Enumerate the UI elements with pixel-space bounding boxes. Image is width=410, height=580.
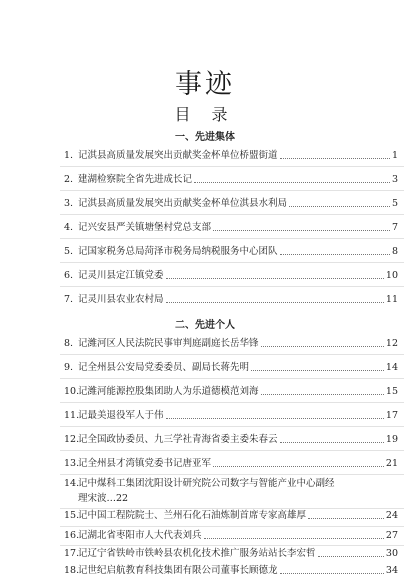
entry-number: 7. xyxy=(64,294,74,305)
entry-page: 21 xyxy=(385,458,398,469)
entry-page: 8 xyxy=(391,246,398,257)
entry-number: 18. xyxy=(64,565,80,576)
entry-page: 10 xyxy=(385,270,398,281)
entry-title: 记全州县公安局党委委员、副局长蒋先明 xyxy=(78,362,250,373)
toc-entry[interactable] xyxy=(64,526,398,542)
entry-title: 记最美退役军人于伟 xyxy=(78,410,164,421)
toc-entry[interactable] xyxy=(64,406,398,422)
toc-entry[interactable] xyxy=(64,506,398,522)
entry-page: 12 xyxy=(385,338,398,349)
dot-leader xyxy=(166,278,384,279)
entry-page: 5 xyxy=(391,198,398,209)
entry-number: 9. xyxy=(64,362,74,373)
entry-page: 24 xyxy=(385,510,398,521)
entry-number: 17. xyxy=(64,548,80,559)
entry-number: 8. xyxy=(64,338,74,349)
entry-page: 19 xyxy=(385,434,398,445)
divider xyxy=(60,214,404,215)
divider xyxy=(60,402,404,403)
toc-heading: 目 录 xyxy=(174,105,236,124)
entry-page: 30 xyxy=(385,548,398,559)
entry-title: 记潍河区人民法院民事审判庭副庭长岳华锋 xyxy=(78,338,259,349)
entry-title: 记全国政协委员、九三学社青海省委主委朱春云 xyxy=(78,434,278,445)
entry-number: 4. xyxy=(64,222,74,233)
entry-title: 记中国工程院院士、兰州石化石油炼制首席专家高雄厚 xyxy=(78,510,307,521)
entry-title: 记淇县高质量发展突出贡献奖金杯单位桥盟街道 xyxy=(78,150,278,161)
dot-leader xyxy=(166,418,384,419)
dot-leader xyxy=(289,206,390,207)
entry-page: 14 xyxy=(385,362,398,373)
entry-number: 12. xyxy=(64,434,80,445)
section-heading: 一、先进集体 xyxy=(175,132,235,143)
toc-entry[interactable] xyxy=(64,194,398,210)
divider xyxy=(60,426,404,427)
entry-number: 13. xyxy=(64,458,80,469)
toc-entry[interactable] xyxy=(64,170,398,186)
entry-number: 2. xyxy=(64,174,74,185)
entry-number: 3. xyxy=(64,198,74,209)
dot-leader xyxy=(318,556,384,557)
divider xyxy=(60,474,404,475)
entry-title: 记淇县高质量发展突出贡献奖金杯单位淇县水利局 xyxy=(78,198,288,209)
dot-leader xyxy=(280,158,390,159)
toc-entry[interactable] xyxy=(64,476,398,506)
dot-leader xyxy=(213,466,384,467)
divider xyxy=(60,450,404,451)
toc-entry[interactable] xyxy=(64,358,398,374)
entry-number: 11. xyxy=(64,410,80,421)
entry-title-line2: 理宋波…22 xyxy=(78,493,129,504)
entry-number: 5. xyxy=(64,246,74,257)
section-heading: 二、先进个人 xyxy=(175,320,235,331)
toc-entry[interactable] xyxy=(64,454,398,470)
entry-title: 记辽宁省铁岭市铁岭县农机化技术推广服务站站长李宏哲 xyxy=(78,548,316,559)
entry-number: 1. xyxy=(64,150,74,161)
entry-title: 记兴安县严关镇塘堡村党总支部 xyxy=(78,222,212,233)
divider xyxy=(60,238,404,239)
dot-leader xyxy=(194,182,390,183)
toc-entry[interactable] xyxy=(64,334,398,350)
entry-page: 11 xyxy=(385,294,398,305)
entry-title-line1: 记中煤科工集团沈阳设计研究院公司数字与智能产业中心副经 xyxy=(78,478,335,489)
toc-entry[interactable] xyxy=(64,146,398,162)
divider xyxy=(60,378,404,379)
toc-entry[interactable] xyxy=(64,218,398,234)
toc-entry[interactable] xyxy=(64,266,398,282)
divider xyxy=(60,166,404,167)
entry-title: 记全州县才湾镇党委书记唐亚军 xyxy=(78,458,212,469)
entry-page: 7 xyxy=(391,222,398,233)
divider xyxy=(60,262,404,263)
entry-page: 15 xyxy=(385,386,398,397)
dot-leader xyxy=(280,442,384,443)
divider xyxy=(60,354,404,355)
toc-entry[interactable] xyxy=(64,561,398,577)
entry-title: 记国家税务总局菏泽市税务局纳税服务中心团队 xyxy=(78,246,278,257)
dot-leader xyxy=(166,302,384,303)
toc-entry[interactable] xyxy=(64,290,398,306)
document-title: 事迹 xyxy=(175,69,235,100)
dot-leader xyxy=(213,230,390,231)
toc-entry[interactable] xyxy=(64,430,398,446)
entry-number: 16. xyxy=(64,530,80,541)
toc-entry[interactable] xyxy=(64,382,398,398)
entry-page: 27 xyxy=(385,530,398,541)
dot-leader xyxy=(261,346,384,347)
entry-number: 15. xyxy=(64,510,80,521)
dot-leader xyxy=(251,370,384,371)
entry-title: 建湖检察院全省先进成长记 xyxy=(78,174,193,185)
entry-title: 记灵川县定江镇党委 xyxy=(78,270,164,281)
toc-entry[interactable] xyxy=(64,242,398,258)
entry-title: 记湖北省枣阳市人大代表刘兵 xyxy=(78,530,202,541)
dot-leader xyxy=(308,518,384,519)
entry-title: 记潍河能源控股集团助人为乐道德模范刘海 xyxy=(78,386,259,397)
toc-entry[interactable] xyxy=(64,544,398,560)
entry-page: 1 xyxy=(391,150,398,161)
entry-title: 记世纪启航教育科技集团有限公司董事长顾德龙 xyxy=(78,565,278,576)
entry-number: 6. xyxy=(64,270,74,281)
divider xyxy=(60,190,404,191)
dot-leader xyxy=(280,573,384,574)
dot-leader xyxy=(261,394,384,395)
entry-page: 17 xyxy=(385,410,398,421)
entry-number: 10. xyxy=(64,386,80,397)
dot-leader xyxy=(204,538,384,539)
entry-page: 34 xyxy=(385,565,398,576)
dot-leader xyxy=(280,254,390,255)
entry-number: 14. xyxy=(64,478,80,489)
entry-page: 3 xyxy=(391,174,398,185)
divider xyxy=(60,286,404,287)
entry-title: 记灵川县农业农村局 xyxy=(78,294,164,305)
